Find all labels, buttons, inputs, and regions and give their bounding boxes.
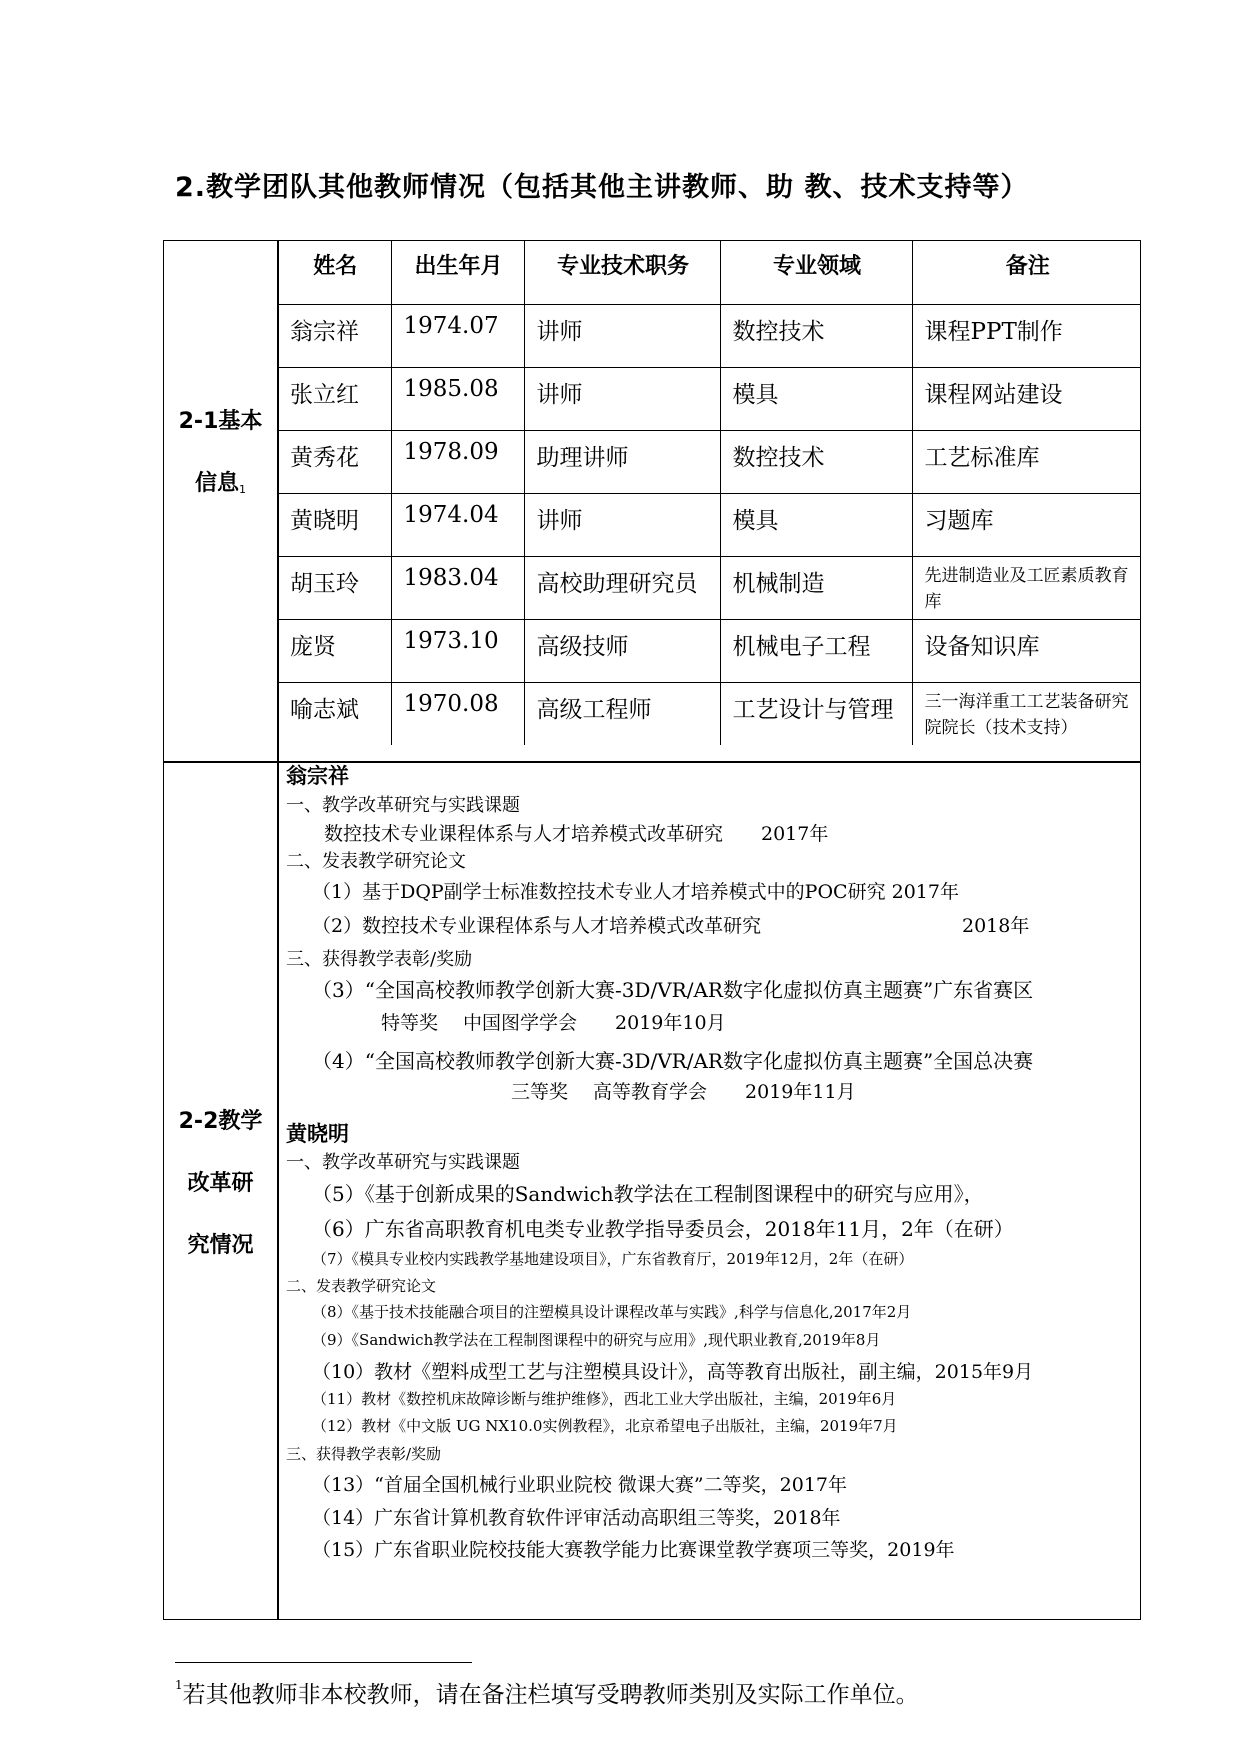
table-row [278,493,1141,556]
list-item: （1）基于DQP副学士标准数控技术专业人才培养模式中的POC研究 2017年 [312,881,959,903]
cell-birth: 1985.08 [391,367,524,430]
cell-name: 庞贤 [278,619,391,682]
list-item: （11）教材《数控机床故障诊断与维护维修》，西北工业大学出版社，主编，2019年6月 [312,1390,897,1408]
footnote-divider [175,1662,472,1663]
cell-birth: 1974.07 [391,304,524,367]
cell-remark: 课程网站建设 [912,367,1141,430]
section-reform-label-line1: 2-2教学 [178,1109,263,1134]
cell-field: 工艺设计与管理 [720,682,912,745]
list-item: （4）“全国高校教师教学创新大赛-3D/VR/AR数字化虚拟仿真主题赛”全国总决赛 [312,1049,1034,1073]
person-name: 翁宗祥 [286,764,349,788]
cell-name: 喻志斌 [278,682,391,745]
footnote-mark: 1 [175,1678,183,1692]
section-reform-label-line2: 改革研 [187,1171,254,1196]
footnote-text: 若其他教师非本校教师，请在备注栏填写受聘教师类别及实际工作单位。 [182,1682,919,1708]
cell-remark: 工艺标准库 [912,430,1141,493]
subheading: 一、教学改革研究与实践课题 [286,795,520,816]
table-row [278,304,1141,367]
table-row [278,367,1141,430]
teacher-info-table [163,240,1141,1620]
cell-title: 讲师 [524,367,720,430]
section-reform-label [164,1091,277,1277]
subheading: 一、教学改革研究与实践课题 [286,1152,520,1173]
basic-info-table [278,241,1141,745]
cell-name: 黄秀花 [278,430,391,493]
cell-title: 高级工程师 [524,682,720,745]
cell-birth: 1974.04 [391,493,524,556]
table-row [278,619,1141,682]
section-basic-label [164,391,277,515]
subheading: 三、获得教学表彰/奖励 [286,949,473,970]
list-item: （10）教材《塑料成型工艺与注塑模具设计》，高等教育出版社，副主编，2015年9月 [312,1361,1034,1383]
cell-field: 数控技术 [720,430,912,493]
list-item-continuation: 三等奖 高等教育学会 2019年11月 [511,1081,856,1103]
cell-birth: 1978.09 [391,430,524,493]
cell-field: 模具 [720,493,912,556]
cell-remark: 习题库 [912,493,1141,556]
cell-field: 数控技术 [720,304,912,367]
cell-title: 讲师 [524,493,720,556]
section-reform-label-line3: 究情况 [187,1233,254,1258]
list-item-continuation: 特等奖 中国图学学会 2019年10月 [381,1012,726,1034]
list-item: （9）《Sandwich教学法在工程制图课程中的研究与应用》,现代职业教育,2019年8月 [312,1331,881,1349]
cell-field: 模具 [720,367,912,430]
subheading: 二、发表教学研究论文 [286,851,466,872]
cell-birth: 1970.08 [391,682,524,745]
table-row [278,556,1141,619]
cell-title: 助理讲师 [524,430,720,493]
person-name: 黄晓明 [286,1122,349,1146]
list-item: （12）教材《中文版 UG NX10.0实例教程》，北京希望电子出版社，主编，2019年7月 [312,1417,898,1435]
footnote [175,1676,919,1709]
section-heading: 2.教学团队其他教师情况（包括其他主讲教师、助 教、技术支持等） [175,172,1029,203]
cell-name: 胡玉玲 [278,556,391,619]
header-name: 姓名 [278,241,391,304]
list-item: （13）“首届全国机械行业职业院校 微课大赛”二等奖，2017年 [312,1474,847,1496]
cell-remark: 三一海洋重工工艺装备研究院院长（技术支持） [912,682,1141,745]
list-item: （7）《模具专业校内实践教学基地建设项目》，广东省教育厅，2019年12月，2年（在研） [312,1250,914,1268]
list-item: （6）广东省高职教育机电类专业教学指导委员会，2018年11月，2年（在研） [312,1217,1014,1241]
header-title: 专业技术职务 [524,241,720,304]
cell-field: 机械电子工程 [720,619,912,682]
cell-birth: 1983.04 [391,556,524,619]
cell-remark: 课程PPT制作 [912,304,1141,367]
header-remark: 备注 [912,241,1141,304]
list-item: （8）《基于技术技能融合项目的注塑模具设计课程改革与实践》,科学与信息化,2017年2月 [312,1303,912,1321]
list-item: （14）广东省计算机教育软件评审活动高职组三等奖，2018年 [312,1507,841,1529]
header-birth: 出生年月 [391,241,524,304]
list-item: （5）《基于创新成果的Sandwich教学法在工程制图课程中的研究与应用》， [312,1182,984,1206]
cell-title: 高校助理研究员 [524,556,720,619]
cell-remark: 先进制造业及工匠素质教育库 [912,556,1141,619]
cell-birth: 1973.10 [391,619,524,682]
list-item: （15）广东省职业院校技能大赛教学能力比赛课堂教学赛项三等奖，2019年 [312,1539,955,1561]
cell-name: 翁宗祥 [278,304,391,367]
cell-title: 讲师 [524,304,720,367]
cell-name: 张立红 [278,367,391,430]
section-basic-label-line1: 2-1基本 [178,409,263,434]
table-row [278,682,1141,745]
subheading: 三、获得教学表彰/奖励 [286,1445,442,1463]
list-item-year: 2018年 [962,915,1030,937]
footnote-reference: 1 [239,483,246,496]
cell-remark: 设备知识库 [912,619,1141,682]
subheading: 二、发表教学研究论文 [286,1277,437,1295]
list-item: （3）“全国高校教师教学创新大赛-3D/VR/AR数字化虚拟仿真主题赛”广东省赛区 [312,978,1034,1002]
table-header-row [278,241,1141,304]
section-basic-label-line2: 信息 [194,471,239,496]
list-item: （2）数控技术专业课程体系与人才培养模式改革研究 [312,915,762,937]
cell-name: 黄晓明 [278,493,391,556]
list-item: 数控技术专业课程体系与人才培养模式改革研究 2017年 [324,823,829,845]
header-field: 专业领域 [720,241,912,304]
table-row [278,430,1141,493]
cell-title: 高级技师 [524,619,720,682]
cell-field: 机械制造 [720,556,912,619]
